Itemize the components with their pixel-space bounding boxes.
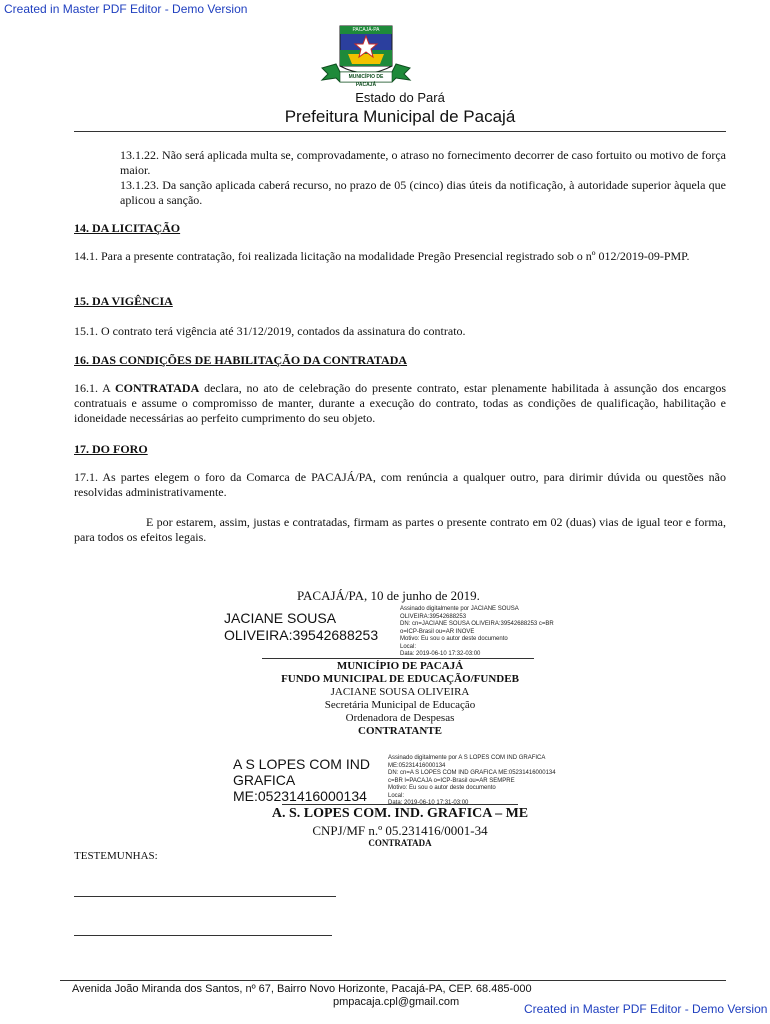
signer-2-detail: Data: 2019-06-10 17:31-03:00 bbox=[388, 800, 469, 806]
clause-17-1: 17.1. As partes elegem o foro da Comarca de PACAJÁ/PA, com renúncia a qualquer outro, para dirimir dúvida ou questões não resolvidas administrativamente. bbox=[74, 470, 726, 499]
clause-16-1-contratada: CONTRATADA bbox=[115, 381, 200, 395]
footer-divider bbox=[60, 980, 726, 981]
witness-line-2 bbox=[74, 935, 332, 936]
signature-line-2 bbox=[282, 804, 518, 805]
signer-2-name-line-1: A S LOPES COM IND bbox=[233, 756, 370, 772]
section-17-heading: 17. DO FORO bbox=[74, 442, 148, 456]
clause-15-1: 15.1. O contrato terá vigência até 31/12/2019, contados da assinatura do contrato. bbox=[74, 324, 466, 338]
signer-2-detail: Assinado digitalmente por A S LOPES COM IND GRAFICA bbox=[388, 755, 546, 761]
section-14-heading: 14. DA LICITAÇÃO bbox=[74, 221, 181, 235]
closing-paragraph: E por estarem, assim, justas e contratadas, firmam as partes o presente contrato em 02 (duas) vias de igual teor e forma, para todos os efeitos legais. bbox=[74, 515, 726, 544]
signer-1-detail: o=ICP-Brasil ou=AR INOVE bbox=[400, 628, 475, 635]
footer-address: Avenida João Miranda dos Santos, nº 67, Bairro Novo Horizonte, Pacajá-PA, CEP. 68.485-000 bbox=[72, 983, 532, 995]
signer-2-digital-details bbox=[388, 755, 568, 808]
watermark-bottom: Created in Master PDF Editor - Demo Version bbox=[524, 1002, 768, 1016]
signer-2-name-line-3: ME:05231416000134 bbox=[233, 788, 367, 804]
section-16-heading: 16. DAS CONDIÇÕES DE HABILITAÇÃO DA CONTRATADA bbox=[74, 353, 408, 367]
contratante-municipality: MUNICÍPIO DE PACAJÁ bbox=[336, 660, 464, 672]
signer-1-detail: Assinado digitalmente por JACIANE SOUSA bbox=[400, 606, 519, 612]
contratada-label: CONTRATADA bbox=[368, 838, 432, 848]
footer-email: pmpacaja.cpl@gmail.com bbox=[333, 996, 460, 1008]
signer-2-name-line-2: GRAFICA bbox=[233, 772, 296, 788]
signer-1-digital-details bbox=[400, 606, 580, 659]
contratante-role: Secretária Municipal de Educação bbox=[324, 699, 476, 711]
signer-2-detail: ME:05231416000134 bbox=[388, 762, 446, 769]
prefecture-title: Prefeitura Municipal de Pacajá bbox=[284, 107, 516, 126]
contratante-fund: FUNDO MUNICIPAL DE EDUCAÇÃO/FUNDEB bbox=[281, 673, 519, 685]
contratante-label: CONTRATANTE bbox=[358, 725, 442, 737]
crest-banner-label: MUNICÍPIO DE PACAJÁ bbox=[348, 74, 384, 88]
municipal-crest bbox=[318, 24, 414, 86]
place-date: PACAJÁ/PA, 10 de junho de 2019. bbox=[297, 588, 480, 603]
clause-16-1 bbox=[74, 381, 726, 426]
clause-14-1: 14.1. Para a presente contratação, foi realizada licitação na modalidade Pregão Presencial registrado sob o nº 012/2019-09-PMP. bbox=[74, 249, 690, 263]
signer-1-name-line-1: JACIANE SOUSA bbox=[224, 610, 337, 626]
contratante-block bbox=[220, 660, 580, 738]
section-15-heading: 15. DA VIGÊNCIA bbox=[74, 294, 173, 308]
state-name: Estado do Pará bbox=[355, 90, 445, 105]
clause-16-1-text: declara, no ato de celebração do presente contrato, estar plenamente habilitada à assunção dos encargos contratuais e assume o compromisso de manter, durante a execução do contrato, todas as condições de qualificação, habilitação e idoneidade necessárias ao perfeito cumprimento do seu objeto. bbox=[74, 381, 727, 425]
signer-1-name-line-2: OLIVEIRA:39542688253 bbox=[224, 627, 379, 643]
signer-2-detail: Motivo: Eu sou o autor deste documento bbox=[388, 785, 496, 791]
contratada-name: A. S. LOPES COM. IND. GRAFICA – ME bbox=[271, 806, 529, 821]
clause-16-1-prefix: 16.1. A bbox=[74, 381, 116, 395]
witness-line-1 bbox=[74, 896, 336, 897]
signer-1-detail: DN: cn=JACIANE SOUSA OLIVEIRA:39542688253 c=BR bbox=[400, 621, 554, 627]
signer-2-detail: Local: bbox=[388, 792, 405, 799]
clause-13-1-23: 13.1.23. Da sanção aplicada caberá recurso, no prazo de 05 (cinco) dias úteis da notificação, à autoridade superior àquela que aplicou a sanção. bbox=[120, 178, 726, 207]
header-divider bbox=[74, 131, 726, 132]
signer-1-detail: OLIVEIRA:39542688253 bbox=[400, 613, 467, 620]
witnesses-label: TESTEMUNHAS: bbox=[74, 850, 158, 862]
contratante-person: JACIANE SOUSA OLIVEIRA bbox=[330, 686, 470, 698]
signature-line-1 bbox=[262, 658, 534, 659]
signer-1-detail: Motivo: Eu sou o autor deste documento bbox=[400, 636, 508, 642]
crest-top-label: PACAJÁ-PA bbox=[352, 27, 380, 33]
contratante-role-2: Ordenadora de Despesas bbox=[345, 712, 455, 724]
clause-13-1-22: 13.1.22. Não será aplicada multa se, comprovadamente, o atraso no fornecimento decorrer de caso fortuito ou motivo de força maior. bbox=[120, 148, 726, 177]
signer-2-detail: c=BR l=PACAJA o=ICP-Brasil ou=AR SEMPRE bbox=[388, 777, 515, 784]
signer-1-detail: Data: 2019-06-10 17:32-03:00 bbox=[400, 651, 481, 657]
signer-2-detail: DN: cn=A S LOPES COM IND GRAFICA ME:05231416000134 bbox=[388, 770, 556, 776]
watermark-top: Created in Master PDF Editor - Demo Version bbox=[4, 2, 248, 16]
signer-1-detail: Local: bbox=[400, 643, 417, 650]
contratada-cnpj: CNPJ/MF n.º 05.231416/0001-34 bbox=[312, 823, 488, 838]
